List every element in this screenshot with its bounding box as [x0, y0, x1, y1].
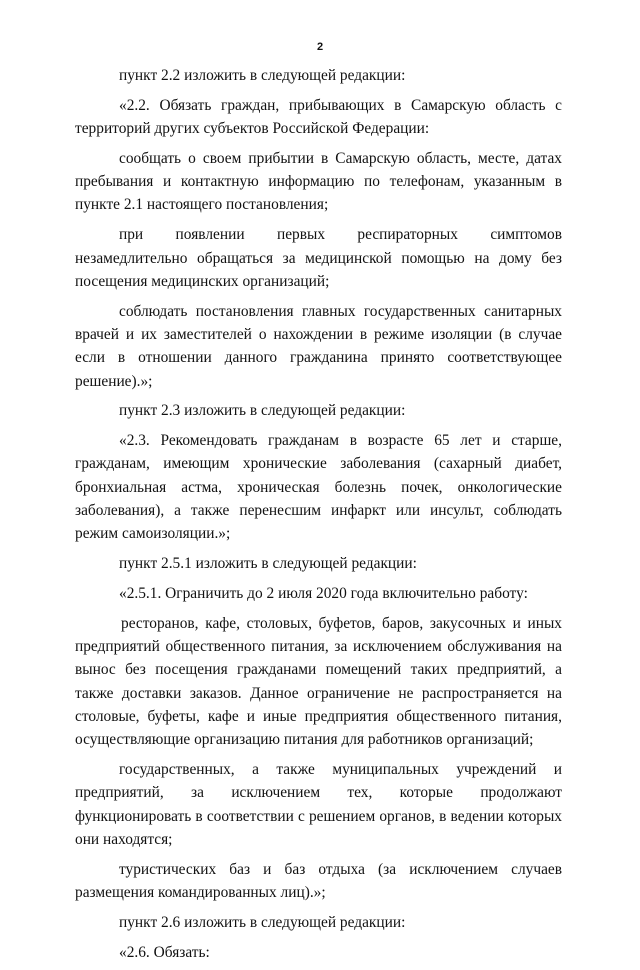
paragraph-2-2-observe-isolation: соблюдать постановления главных государственных санитарных врачей и их заместителей о нахождении в режиме изоляции (в случае если в отношении данного гражданина принято соответствующее решение).»; — [75, 302, 562, 390]
paragraph-2-5-1-tourist-bases: туристических баз и баз отдыха (за исключением случаев размещения командированных лиц).»; — [75, 860, 562, 901]
paragraph-amend-2-3-heading: пункт 2.3 изложить в следующей редакции: — [119, 402, 406, 420]
paragraph-amend-2-5-1-heading: пункт 2.5.1 изложить в следующей редакции: — [119, 555, 417, 573]
paragraph-2-2-report-arrival: сообщать о своем прибытии в Самарскую область, месте, датах пребывания и контактную информацию по телефонам, указанным в пункте 2.1 настоящего постановления; — [75, 149, 562, 214]
paragraph-2-5-1-institutions: государственных, а также муниципальных учреждений и предприятий, за исключением тех, которые продолжают функционировать в соответствии с решением органов, в ведении которых они находятся; — [75, 761, 562, 848]
paragraph-2-6-intro: «2.6. Обязать: — [119, 943, 210, 961]
paragraph-amend-2-6-heading: пункт 2.6 изложить в следующей редакции: — [119, 913, 406, 931]
paragraph-2-5-1-restaurants: ресторанов, кафе, столовых, буфетов, баров, закусочных и иных предприятий общественного питания, за исключением обслуживания на вынос без посещения гражданами помещений таких предприятий, а также доставки заказов. Данное ограничение не распространяется на столовые, буфеты, кафе и иные предприятия общественного питания, осуществляющие организацию питания для работников организаций; — [75, 614, 562, 749]
paragraph-2-3-recommendation: «2.3. Рекомендовать гражданам в возрасте 65 лет и старше, гражданам, имеющим хронические заболевания (сахарный диабет, бронхиальная астма, хроническая болезнь почек, онкологические заболевания), а также перенесшим инфаркт или инсульт, соблюдать режим самоизоляции.»; — [75, 432, 562, 543]
paragraph-amend-2-2-heading: пункт 2.2 изложить в следующей редакции: — [119, 67, 406, 84]
paragraph-2-2-intro: «2.2. Обязать граждан, прибывающих в Самарскую область с территорий других субъектов Российской Федерации: — [75, 96, 562, 138]
document-body — [75, 64, 562, 970]
page-number: 2 — [316, 41, 324, 53]
paragraph-2-5-1-intro: «2.5.1. Ограничить до 2 июля 2020 года включительно работу: — [119, 584, 528, 602]
paragraph-2-2-seek-medical-help: при появлении первых респираторных симптомов незамедлительно обращаться за медицинской помощью на дому без посещения медицинских организаций; — [75, 226, 562, 290]
